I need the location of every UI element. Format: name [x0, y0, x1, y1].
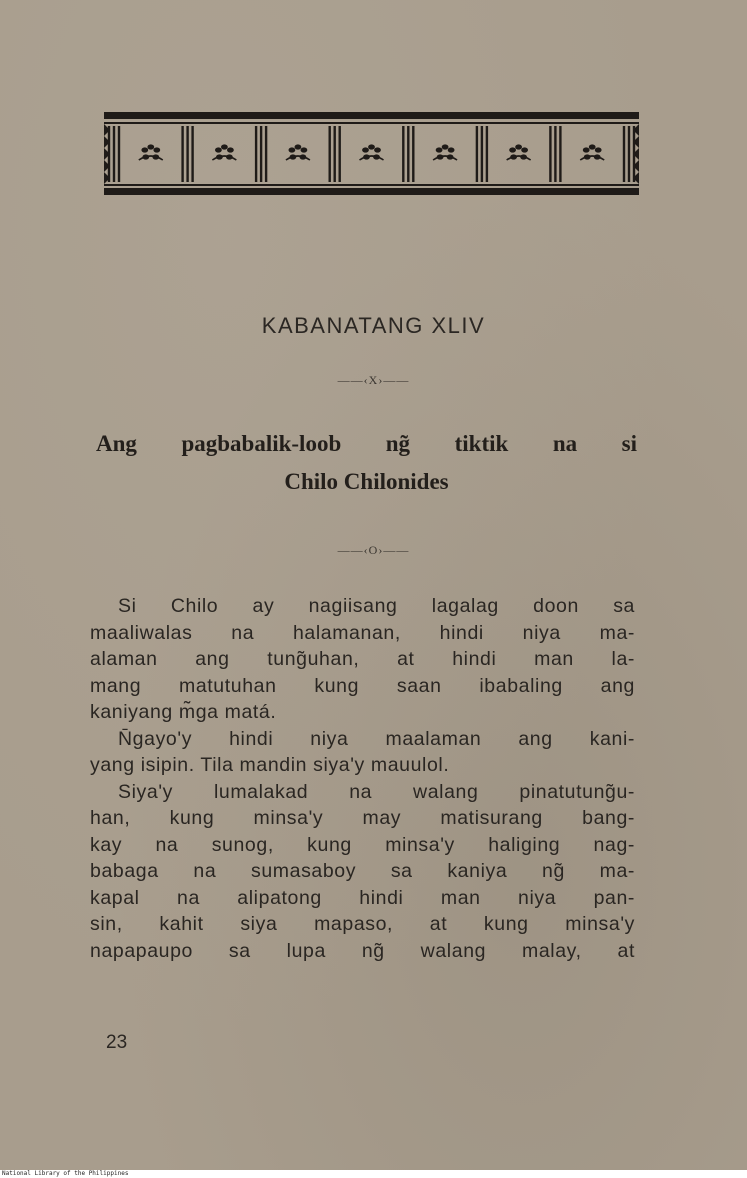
- floral-border-band-icon: [104, 112, 639, 196]
- ornament-bar: [549, 126, 551, 182]
- text-line: maaliwalas na halamanan, hindi niya ma-: [90, 621, 635, 644]
- ornament-bar: [334, 126, 336, 182]
- text-line: napapaupo sa lupa ng̃ walang malay, at: [90, 939, 635, 962]
- flourish-icon: [507, 144, 531, 160]
- ornament-bar: [191, 126, 193, 182]
- flourish-icon: [286, 144, 310, 160]
- ornament-bar: [339, 126, 341, 182]
- ornament-bar: [476, 126, 478, 182]
- ornament-bar: [329, 126, 331, 182]
- text-line: han, kung minsa'y may matisurang bang-: [90, 807, 635, 829]
- ornament-bar: [633, 126, 635, 182]
- text-line: kaniyang m̃ga matá.: [90, 701, 277, 723]
- ornament-bar: [255, 126, 257, 182]
- ornament-bar: [559, 126, 561, 182]
- text-line: N̄gayo'y hindi niya maalaman ang kani-: [118, 727, 635, 750]
- ornament-bar: [181, 126, 183, 182]
- ornament-bar: [486, 126, 488, 182]
- ornament-bar: [481, 126, 483, 182]
- separator-top: ——‹X›——: [337, 373, 410, 387]
- text-line: kapal na alipatong hindi man niya pan-: [90, 886, 635, 909]
- text-line: yang isipin. Tila mandin siya'y mauulol.: [90, 754, 450, 776]
- chapter-title-line-1: Ang pagbabalik-loob ng̃ tiktik na si: [96, 431, 637, 456]
- ornament-bar: [407, 126, 409, 182]
- text-line: mang matutuhan kung saan ibabaling ang: [90, 674, 635, 697]
- ornament-bar: [402, 126, 404, 182]
- text-line: kay na sunog, kung minsa'y haliging nag-: [90, 833, 635, 856]
- footer-credit: National Library of the Philippines: [2, 1170, 129, 1177]
- ornament-bar: [412, 126, 414, 182]
- flourish-icon: [433, 144, 457, 160]
- ornament-bar: [118, 126, 120, 182]
- flourish-icon: [580, 144, 604, 160]
- text-line: alaman ang tung̃uhan, at hindi man la-: [90, 648, 635, 670]
- flourish-icon: [139, 144, 163, 160]
- flourish-icon: [212, 144, 236, 160]
- ornament-bar: [113, 126, 115, 182]
- ornament-bar: [108, 126, 110, 182]
- ornament-bar: [265, 126, 267, 182]
- chapter-title: [96, 425, 637, 501]
- flourish-icon: [360, 144, 384, 160]
- separator-bottom: ——‹O›——: [337, 543, 410, 557]
- ornament-bar: [623, 126, 625, 182]
- ornament-bar: [186, 126, 188, 182]
- chapter-label: KABANATANG XLIV: [261, 313, 486, 338]
- body-text: [90, 593, 635, 964]
- ornament-bar: [628, 126, 630, 182]
- text-line: sin, kahit siya mapaso, at kung minsa'y: [90, 913, 635, 935]
- text-line: Siya'y lumalakad na walang pinatutung̃u-: [118, 780, 635, 803]
- chapter-title-line-2: Chilo Chilonides: [284, 469, 449, 494]
- page-number: 23: [106, 1032, 128, 1053]
- ornament-bar: [260, 126, 262, 182]
- ornament-bar: [554, 126, 556, 182]
- text-line: Si Chilo ay nagiisang lagalag doon sa: [118, 595, 635, 617]
- text-line: babaga na sumasaboy sa kaniya ng̃ ma-: [90, 860, 635, 882]
